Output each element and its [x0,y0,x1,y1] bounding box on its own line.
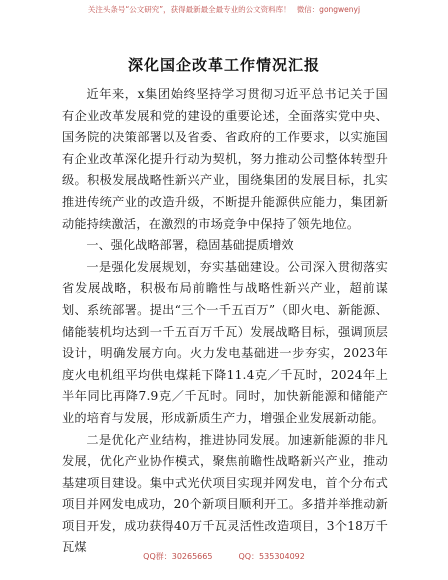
section1-paragraph-1: 一是强化发展规划，夯实基础建设。公司深入贯彻落实省发展战略，积极布局前瞻性与战略性新兴产业，超前谋划、系统部署。提出“三个一千五百万”（即火电、新能源、储能装机均达到一千五百万千瓦）发展战略目标，强调顶层设计，明确发展方向。火力发电基础进一步夯实，2023年度火电机组平均供电煤耗下降11.4克／千瓦时，2024年上半年同比再降7.9克／千瓦时。同时，加快新能源和储能产业的培育与发展，形成新质生产力，增强企业发展新动能。 [62,259,388,425]
section-heading-1: 一、强化战略部署，稳固基础提质增效 [86,238,294,253]
section1-paragraph-2: 二是优化产业结构，推进协同发展。加速新能源的非凡发展，优化产业协作模式，聚焦前瞻性战略新兴产业，推动基建项目建设。集中式光伏项目实现并网发电，首个分布式项目并网发电成功，20个新项目顺利开工。多措并举推动新项目开发，成功获得40万千瓦灵活性改造项目，3个18万千瓦煤 [62,432,388,555]
footer-qq-group: QQ群：30265665 [143,552,213,561]
document-body [62,84,388,559]
footer-contact [0,551,448,562]
footer-qq-number: QQ：535304092 [238,552,305,561]
page-title: 深化国企改革工作情况汇报 [127,56,320,74]
header-promo-note [0,4,448,15]
header-wechat-id: 微信：gongwenyj [296,5,361,14]
intro-paragraph: 近年来，x集团始终坚持学习贯彻习近平总书记关于国有企业改革发展和党的建设的重要论述，全面落实党中央、国务院的决策部署以及省委、省政府的工作要求，以实施国有企业改革深化提升行动为契机，努力推动公司整体转型升级。积极发展战略性新兴产业，围绕集团的发展目标，扎实推进传统产业的改造升级，不断提升能源供应能力，集团新动能持续激活，在激烈的市场竞争中保持了领先地位。 [62,87,388,231]
header-promo-text: 关注头条号“公文研究”，获得最新最全最专业的公文资料库！ [87,5,291,14]
